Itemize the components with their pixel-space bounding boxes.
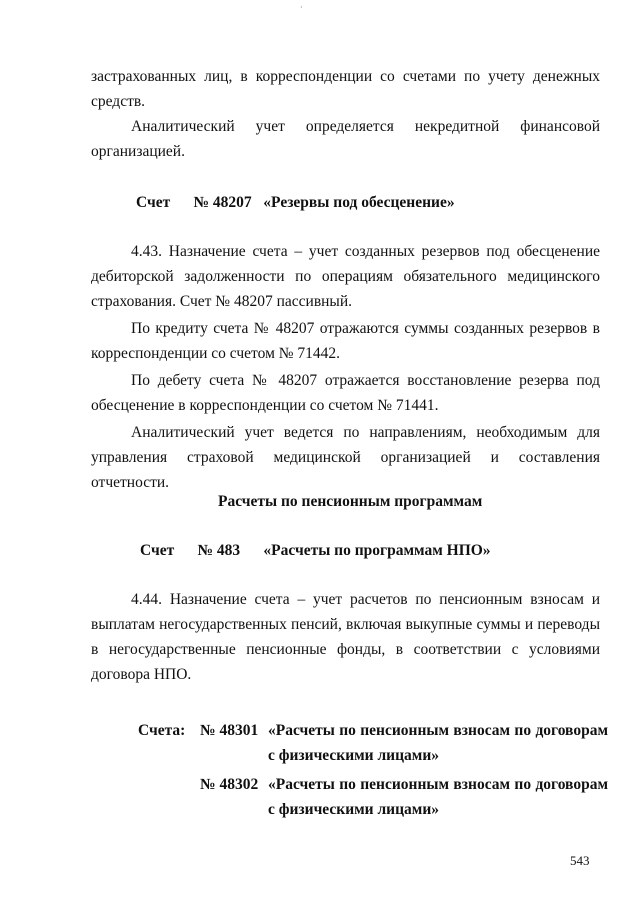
account-title-48301: «Расчеты по пенсионным взносам по договорам с физическими лицами» [268, 722, 608, 764]
paragraph-line: застрахованных лиц, в корреспонденции со счетами по учету денежных [91, 68, 600, 85]
paragraph-4-44: 4.44. Назначение счета – учет расчетов по пенсионным взносам и выплатам негосударственных пенсий, включая выкупные суммы и переводы в негосударственные пенсионные фонды, в соответствии с условиями договора НПО. [91, 591, 600, 683]
paragraph-line: Аналитический учет определяется некредитной финансовой [131, 118, 600, 135]
paragraph-debit: По дебету счета № 48207 отражается восстановление резерва под обесценение в корреспонденции со счетом № 71441. [91, 372, 600, 414]
paragraph-line: организацией. [91, 143, 185, 160]
page-number: 543 [570, 853, 590, 868]
accounts-label: Счета: [138, 722, 186, 739]
account-title-48302: «Расчеты по пенсионным взносам по договорам с физическими лицами» [268, 776, 608, 818]
paragraph-analytics: Аналитический учет ведется по направлениям, необходимым для управления страховой медицинской организацией и составления отчетности. [91, 424, 600, 491]
paragraph-4-43: 4.43. Назначение счета – учет созданных резервов под обесценение дебиторской задолженности по операциям обязательного медицинского страхования. Счет № 48207 пассивный. [91, 243, 600, 310]
paragraph-credit: По кредиту счета № 48207 отражаются суммы созданных резервов в корреспонденции со счетом № 71442. [91, 320, 600, 362]
section-title: Расчеты по пенсионным программам [218, 493, 483, 510]
account-number-48301: № 48301 [200, 722, 259, 739]
paragraph-line: средств. [91, 93, 146, 110]
scan-mark: · [300, 3, 303, 12]
account-heading-483: Счет № 483 «Расчеты по программам НПО» [140, 542, 491, 559]
account-heading-48207: Счет № 48207 «Резервы под обесценение» [136, 194, 455, 211]
account-number-48302: № 48302 [200, 776, 259, 793]
